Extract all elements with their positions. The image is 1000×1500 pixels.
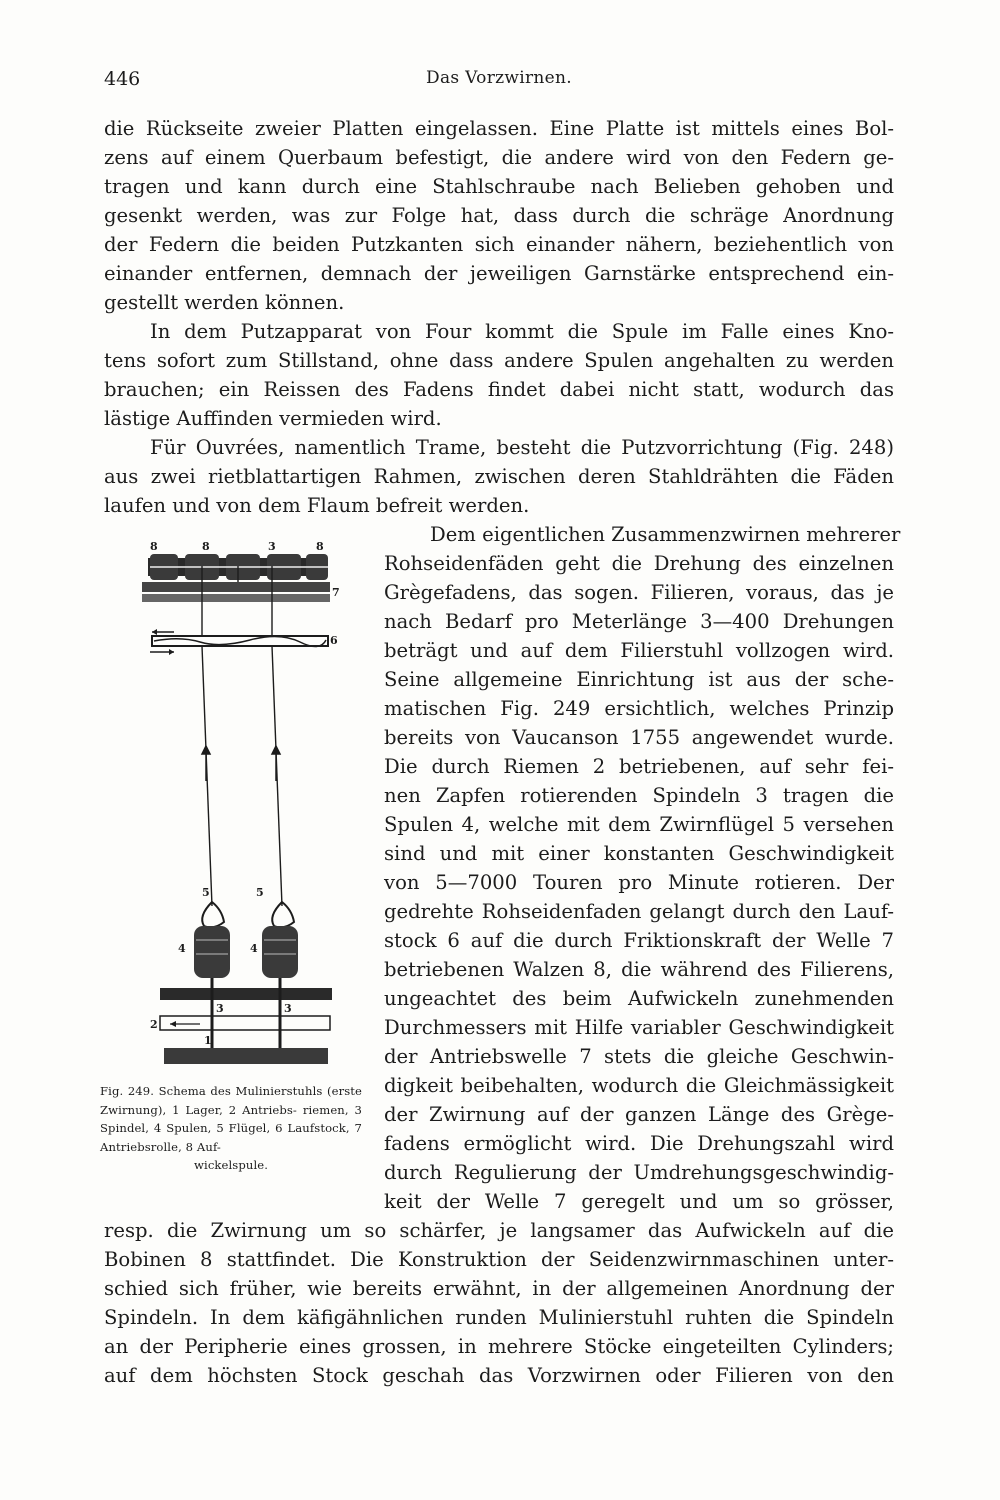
threads — [202, 566, 282, 906]
text-line: gedrehte Rohseidenfaden gelangt durch den Lauf- — [384, 900, 894, 923]
label-3: 3 — [268, 540, 276, 553]
text-line: nen Zapfen rotierenden Spindeln 3 tragen die — [384, 784, 894, 807]
text-line: In dem Putzapparat von Four kommt die Spule im Falle eines Kno- — [150, 320, 894, 343]
label-4: 4 — [250, 942, 258, 955]
text-line: Durchmessers mit Hilfe variabler Geschwindigkeit — [384, 1016, 894, 1039]
text-line: gestellt werden können. — [104, 291, 345, 314]
text-line: der Antriebswelle 7 stets die gleiche Geschwin- — [384, 1045, 894, 1068]
text-line: bereits von Vaucanson 1755 angewendet wurde. — [384, 726, 894, 749]
text-line: sind und mit einer konstanten Geschwindigkeit — [384, 842, 894, 865]
caption-line: 6 Laufstock, 7 Antriebsrolle, 8 Auf- — [100, 1121, 362, 1154]
text-line: Für Ouvrées, namentlich Trame, besteht die Putzvorrichtung (Fig. 248) — [150, 436, 894, 459]
laufstock-6 — [150, 629, 328, 655]
label-8: 8 — [316, 540, 324, 553]
label-6: 6 — [330, 634, 338, 647]
text-line: fadens ermöglicht wird. Die Drehungszahl wird — [384, 1132, 894, 1155]
text-line: einander entfernen, demnach der jeweiligen Garnstärke entsprechend ein- — [104, 262, 894, 285]
text-line: der Zwirnung auf der ganzen Länge des Grège- — [384, 1103, 894, 1126]
text-line: keit der Welle 7 geregelt und um so grösser, — [384, 1190, 894, 1213]
text-line: betriebenen Walzen 8, die während des Filierens, — [384, 958, 894, 981]
text-line: tragen und kann durch eine Stahlschraube nach Belieben gehoben und — [104, 175, 894, 198]
text-line: die Rückseite zweier Platten eingelassen. Eine Platte ist mittels eines Bol- — [104, 117, 894, 140]
thread-direction-arrows — [202, 746, 280, 781]
mulinierstuhl-diagram — [140, 536, 340, 1076]
fluegel-5 — [202, 902, 294, 927]
text-line: brauchen; ein Reissen des Fadens findet dabei nicht statt, wodurch das — [104, 378, 894, 401]
text-line: Seine allgemeine Einrichtung ist aus der sche- — [384, 668, 894, 691]
shaft-7 — [142, 582, 330, 602]
text-line: Rohseidenfäden geht die Drehung des einzelnen — [384, 552, 894, 575]
text-line: von 5—7000 Touren pro Minute rotieren. Der — [384, 871, 894, 894]
text-line: ungeachtet des beim Aufwickeln zunehmenden — [384, 987, 894, 1010]
text-line: lästige Auffinden vermieden wird. — [104, 407, 442, 430]
label-8: 8 — [150, 540, 158, 553]
text-line: der Federn die beiden Putzkanten sich einander nähern, beziehentlich von — [104, 233, 894, 256]
label-3: 3 — [284, 1002, 292, 1015]
text-line: nach Bedarf pro Meterlänge 3—400 Drehungen — [384, 610, 894, 633]
text-line: stock 6 auf die durch Friktionskraft der Welle 7 — [384, 929, 894, 952]
spulen-4 — [194, 926, 298, 978]
label-7: 7 — [332, 586, 340, 599]
caption-line: Fig. 249. Schema des Mulinierstuhls — [100, 1084, 323, 1098]
text-line: Spulen 4, welche mit dem Zwirnflügel 5 versehen — [384, 813, 894, 836]
lager-1 — [164, 1048, 328, 1064]
label-4: 4 — [178, 942, 186, 955]
figure-249-mulinierstuhl — [140, 536, 340, 1076]
page-number: 446 — [104, 68, 141, 90]
text-line: resp. die Zwirnung um so schärfer, je langsamer das Aufwickeln auf die — [104, 1219, 894, 1242]
riemen-2 — [160, 1016, 330, 1030]
text-line: tens sofort zum Stillstand, ohne dass andere Spulen angehalten zu werden — [104, 349, 894, 372]
figure-labels — [150, 540, 340, 1047]
text-line: Spindeln. In dem käfigähnlichen runden Mulinierstuhl ruhten die Spindeln — [104, 1306, 894, 1329]
running-title: Das Vorzwirnen. — [426, 68, 572, 88]
text-line: schied sich früher, wie bereits erwähnt, in der allgemeinen Anordnung der — [104, 1277, 894, 1300]
caption-line: riemen, 3 Spindel, 4 Spulen, 5 Flügel, — [100, 1102, 362, 1135]
text-line: durch Regulierung der Umdrehungsgeschwindig- — [384, 1161, 894, 1184]
text-line: digkeit beibehalten, wodurch die Gleichmässigkeit — [384, 1074, 894, 1097]
text-line: Die durch Riemen 2 betriebenen, auf sehr fei- — [384, 755, 894, 778]
text-line: Grègefadens, das sogen. Filieren, voraus, das je — [384, 581, 894, 604]
text-line: Dem eigentlichen Zusammenzwirnen mehrerer — [430, 523, 901, 546]
text-line: an der Peripherie eines grossen, in mehrere Stöcke eingeteilten Cylinders; — [104, 1335, 894, 1358]
label-5: 5 — [202, 886, 210, 899]
text-line: auf dem höchsten Stock geschah das Vorzwirnen oder Filieren von den — [104, 1364, 894, 1387]
text-line: laufen und von dem Flaum befreit werden. — [104, 494, 530, 517]
text-line: zens auf einem Querbaum befestigt, die andere wird von den Federn ge- — [104, 146, 894, 169]
page-header — [104, 68, 894, 98]
label-8: 8 — [202, 540, 210, 553]
text-line: aus zwei rietblattartigen Rahmen, zwischen deren Stahldrähten die Fäden — [104, 465, 894, 488]
spindle-rail — [160, 978, 332, 1056]
label-5: 5 — [256, 886, 264, 899]
label-3: 3 — [216, 1002, 224, 1015]
text-line: gesenkt werden, was zur Folge hat, dass durch die schräge Anordnung — [104, 204, 894, 227]
figure-caption — [100, 1082, 362, 1175]
text-line: Bobinen 8 stattfindet. Die Konstruktion der Seidenzwirnmaschinen unter- — [104, 1248, 894, 1271]
text-line: matischen Fig. 249 ersichtlich, welches Prinzip — [384, 697, 894, 720]
label-2: 2 — [150, 1018, 158, 1031]
text-line: beträgt und auf dem Filierstuhl vollzogen wird. — [384, 639, 894, 662]
caption-line: (erste Zwirnung), 1 Lager, 2 Antriebs- — [100, 1084, 362, 1117]
caption-line: wickelspule. — [193, 1158, 268, 1172]
label-1: 1 — [204, 1034, 212, 1047]
